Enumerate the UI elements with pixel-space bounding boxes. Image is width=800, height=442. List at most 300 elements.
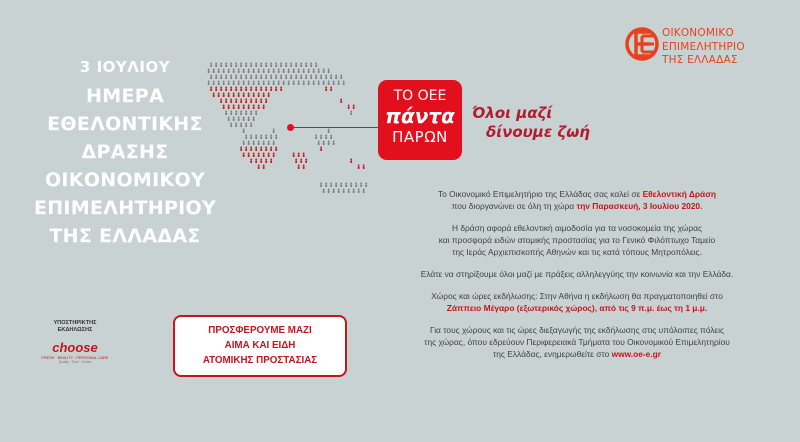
person-icon bbox=[210, 75, 212, 80]
slogan bbox=[472, 104, 590, 142]
person-icon bbox=[233, 81, 235, 86]
person-icon bbox=[268, 141, 270, 146]
person-icon bbox=[323, 81, 325, 86]
person-icon bbox=[270, 159, 272, 164]
person-icon bbox=[233, 93, 235, 98]
person-icon bbox=[220, 99, 222, 104]
person-icon bbox=[248, 141, 250, 146]
person-icon bbox=[270, 87, 272, 92]
person-icon bbox=[285, 63, 287, 68]
person-icon bbox=[340, 75, 342, 80]
person-icon bbox=[258, 69, 260, 74]
person-icon bbox=[255, 63, 257, 68]
person-icon bbox=[268, 93, 270, 98]
slogan-line: Όλοι μαζί bbox=[472, 104, 553, 122]
person-icon bbox=[235, 111, 237, 116]
website-link[interactable]: www.oe-e.gr bbox=[611, 349, 662, 359]
person-icon bbox=[260, 75, 262, 80]
person-icon bbox=[230, 87, 232, 92]
person-icon bbox=[220, 75, 222, 80]
person-icon bbox=[233, 117, 235, 122]
text: Η δράση αφορά εθελοντική αιμοδοσία για τα νοσοκομεία της χώρας bbox=[452, 223, 702, 233]
person-icon bbox=[253, 105, 255, 110]
person-icon bbox=[340, 99, 342, 104]
person-icon bbox=[278, 69, 280, 74]
person-icon bbox=[280, 87, 282, 92]
person-icon bbox=[243, 81, 245, 86]
person-icon bbox=[303, 81, 305, 86]
person-icon bbox=[253, 141, 255, 146]
person-icon bbox=[225, 75, 227, 80]
person-icon bbox=[240, 111, 242, 116]
person-icon bbox=[250, 63, 252, 68]
person-icon bbox=[228, 117, 230, 122]
person-icon bbox=[225, 87, 227, 92]
person-icon bbox=[308, 69, 310, 74]
event-title bbox=[20, 58, 230, 250]
person-icon bbox=[250, 147, 252, 152]
offer-box bbox=[173, 315, 347, 377]
person-icon bbox=[228, 93, 230, 98]
logo-line: ΕΠΙΜΕΛΗΤΗΡΙΟ bbox=[662, 40, 745, 53]
person-icon bbox=[365, 183, 367, 188]
person-icon bbox=[228, 69, 230, 74]
person-icon bbox=[265, 87, 267, 92]
person-icon bbox=[210, 87, 212, 92]
person-icon bbox=[320, 75, 322, 80]
person-icon bbox=[343, 189, 345, 194]
person-icon bbox=[263, 69, 265, 74]
text: Ελάτε να στηρίξουμε όλοι μαζί με πράξεις αλληλεγγύης την κοινωνία και την Ελλάδα. bbox=[420, 269, 734, 279]
person-icon bbox=[325, 87, 327, 92]
text: Το Οικονομικό Επιμελητήριο της Ελλάδας σας καλεί σε bbox=[437, 189, 643, 199]
person-icon bbox=[223, 69, 225, 74]
person-icon bbox=[338, 189, 340, 194]
person-icon bbox=[360, 183, 362, 188]
person-icon bbox=[218, 93, 220, 98]
person-icon bbox=[245, 99, 247, 104]
person-icon bbox=[235, 87, 237, 92]
person-icon bbox=[325, 135, 327, 140]
person-icon bbox=[305, 159, 307, 164]
person-icon bbox=[355, 183, 357, 188]
person-icon bbox=[250, 99, 252, 104]
paragraph bbox=[362, 268, 792, 280]
title-line: ΤΗΣ ΕΛΛΑΔΑΣ bbox=[49, 225, 201, 247]
person-icon bbox=[235, 99, 237, 104]
person-icon bbox=[303, 69, 305, 74]
person-icon bbox=[238, 93, 240, 98]
person-icon bbox=[230, 111, 232, 116]
person-icon bbox=[210, 63, 212, 68]
offer-line: ΑΙΜΑ ΚΑΙ ΕΙΔΗ bbox=[224, 340, 296, 351]
person-icon bbox=[333, 81, 335, 86]
person-icon bbox=[315, 75, 317, 80]
sponsor-tagline: Quality · Trust · Choice bbox=[58, 360, 92, 364]
person-icon bbox=[245, 123, 247, 128]
person-icon bbox=[285, 75, 287, 80]
oee-logo-text bbox=[662, 27, 745, 68]
title-line: ΕΘΕΛΟΝΤΙΚΗΣ bbox=[47, 113, 203, 135]
text: Για τους χώρους και τις ώρες διεξαγωγής της εκδήλωσης στις υπόλοιπες πόλεις bbox=[429, 325, 725, 335]
person-icon bbox=[338, 81, 340, 86]
person-icon bbox=[248, 153, 250, 158]
title-line: ΔΡΑΣΗΣ bbox=[81, 141, 169, 163]
person-icon bbox=[300, 159, 302, 164]
sponsor-label: ΕΚΔΗΛΩΣΗΣ bbox=[57, 327, 93, 333]
event-description bbox=[362, 188, 792, 370]
person-icon bbox=[215, 63, 217, 68]
person-icon bbox=[258, 81, 260, 86]
person-icon bbox=[263, 153, 265, 158]
person-icon bbox=[328, 141, 330, 146]
person-icon bbox=[358, 165, 360, 170]
person-icon bbox=[318, 141, 320, 146]
person-icon bbox=[348, 105, 350, 110]
person-icon bbox=[265, 99, 267, 104]
person-icon bbox=[268, 81, 270, 86]
person-icon bbox=[325, 75, 327, 80]
text: Χώρος και ώρες εκδήλωσης: Στην Αθήνα η εκδήλωση θα πραγματοποιηθεί στο bbox=[431, 291, 723, 301]
sponsor-block bbox=[40, 320, 110, 364]
person-icon bbox=[235, 63, 237, 68]
person-icon bbox=[295, 75, 297, 80]
person-icon bbox=[315, 63, 317, 68]
person-icon bbox=[323, 141, 325, 146]
person-icon bbox=[238, 117, 240, 122]
person-icon bbox=[313, 81, 315, 86]
person-icon bbox=[213, 93, 215, 98]
person-icon bbox=[255, 87, 257, 92]
person-icon bbox=[225, 111, 227, 116]
person-icon bbox=[238, 69, 240, 74]
sponsor-tagline: FRESH · BEAUTY · PERSONAL CARE bbox=[41, 356, 109, 360]
person-icon bbox=[330, 183, 332, 188]
person-icon bbox=[250, 111, 252, 116]
person-icon bbox=[330, 75, 332, 80]
person-icon bbox=[275, 87, 277, 92]
person-icon bbox=[270, 75, 272, 80]
person-icon bbox=[255, 75, 257, 80]
person-icon bbox=[278, 81, 280, 86]
greece-people-map-icon bbox=[200, 55, 375, 210]
person-icon bbox=[250, 87, 252, 92]
person-icon bbox=[223, 105, 225, 110]
person-icon bbox=[245, 135, 247, 140]
person-icon bbox=[230, 63, 232, 68]
badge-line: ΤΟ ΟΕΕ bbox=[393, 88, 447, 104]
person-icon bbox=[228, 105, 230, 110]
person-icon bbox=[213, 69, 215, 74]
person-icon bbox=[255, 99, 257, 104]
person-icon bbox=[363, 165, 365, 170]
sponsor-label: ΥΠΟΣΤΗΡΙΚΤΗΣ bbox=[53, 320, 97, 326]
person-icon bbox=[335, 75, 337, 80]
text: της Ελλάδας, ενημερωθείτε στο bbox=[492, 349, 612, 359]
highlight: Εθελοντική Δράση bbox=[642, 189, 717, 199]
person-icon bbox=[328, 129, 330, 134]
person-icon bbox=[350, 183, 352, 188]
person-icon bbox=[273, 81, 275, 86]
person-icon bbox=[253, 81, 255, 86]
person-icon bbox=[260, 135, 262, 140]
oee-always-present-badge bbox=[378, 80, 462, 160]
person-icon bbox=[243, 153, 245, 158]
person-icon bbox=[215, 87, 217, 92]
person-icon bbox=[330, 87, 332, 92]
person-icon bbox=[305, 63, 307, 68]
person-icon bbox=[220, 87, 222, 92]
person-icon bbox=[293, 81, 295, 86]
person-icon bbox=[235, 123, 237, 128]
person-icon bbox=[345, 183, 347, 188]
person-icon bbox=[350, 159, 352, 164]
person-icon bbox=[215, 75, 217, 80]
person-icon bbox=[233, 69, 235, 74]
paragraph bbox=[362, 222, 792, 258]
text: και προσφορά ειδών ατομικής προστασίας για το Γενικό Φιλόπτωχο Ταμείο bbox=[438, 235, 716, 245]
person-icon bbox=[318, 81, 320, 86]
person-icon bbox=[283, 81, 285, 86]
person-icon bbox=[270, 147, 272, 152]
person-icon bbox=[318, 69, 320, 74]
person-icon bbox=[260, 63, 262, 68]
person-icon bbox=[305, 75, 307, 80]
person-icon bbox=[230, 123, 232, 128]
person-icon bbox=[263, 81, 265, 86]
person-icon bbox=[303, 153, 305, 158]
person-icon bbox=[238, 105, 240, 110]
person-icon bbox=[320, 147, 322, 152]
person-icon bbox=[298, 81, 300, 86]
person-icon bbox=[273, 129, 275, 134]
person-icon bbox=[260, 87, 262, 92]
person-icon bbox=[250, 159, 252, 164]
text: της χώρας, όπου εδρεύουν Περιφερειακά Τμήματα του Οικονομικού Επιμελητηρίου bbox=[424, 337, 730, 347]
person-icon bbox=[208, 69, 210, 74]
person-icon bbox=[288, 81, 290, 86]
paragraph bbox=[362, 290, 792, 314]
person-icon bbox=[225, 63, 227, 68]
person-icon bbox=[253, 69, 255, 74]
person-icon bbox=[258, 141, 260, 146]
person-icon bbox=[320, 183, 322, 188]
title-line: ΕΠΙΜΕΛΗΤΗΡΙΟΥ bbox=[33, 197, 217, 219]
event-date: 3 ΙΟΥΛΙΟΥ bbox=[79, 58, 171, 76]
person-icon bbox=[298, 153, 300, 158]
pointer-dot bbox=[287, 124, 294, 131]
person-icon bbox=[283, 69, 285, 74]
person-icon bbox=[240, 75, 242, 80]
person-icon bbox=[288, 69, 290, 74]
person-icon bbox=[328, 69, 330, 74]
person-icon bbox=[353, 105, 355, 110]
person-icon bbox=[255, 111, 257, 116]
person-icon bbox=[248, 105, 250, 110]
title-line: ΟΙΚΟΝΟΜΙΚΟΥ bbox=[44, 169, 206, 191]
person-icon bbox=[275, 75, 277, 80]
highlight: την Παρασκευή, 3 Ιουλίου 2020. bbox=[576, 201, 703, 211]
person-icon bbox=[275, 63, 277, 68]
person-icon bbox=[295, 159, 297, 164]
person-icon bbox=[255, 159, 257, 164]
person-icon bbox=[258, 93, 260, 98]
person-icon bbox=[258, 105, 260, 110]
person-icon bbox=[260, 99, 262, 104]
person-icon bbox=[330, 135, 332, 140]
person-icon bbox=[270, 63, 272, 68]
person-icon bbox=[273, 153, 275, 158]
person-icon bbox=[225, 99, 227, 104]
person-icon bbox=[290, 63, 292, 68]
person-icon bbox=[265, 147, 267, 152]
person-icon bbox=[265, 159, 267, 164]
person-icon bbox=[238, 81, 240, 86]
person-icon bbox=[280, 63, 282, 68]
slogan-line: δίνουμε ζωή bbox=[486, 123, 590, 141]
person-icon bbox=[248, 93, 250, 98]
person-icon bbox=[350, 111, 352, 116]
person-icon bbox=[218, 81, 220, 86]
person-icon bbox=[218, 69, 220, 74]
person-icon bbox=[275, 147, 277, 152]
person-icon bbox=[243, 105, 245, 110]
person-icon bbox=[293, 153, 295, 158]
person-icon bbox=[220, 63, 222, 68]
person-icon bbox=[243, 141, 245, 146]
badge-line: πάντα bbox=[385, 104, 455, 128]
person-icon bbox=[280, 75, 282, 80]
highlight: Ζάππειο Μέγαρο (εξωτερικός χώρος), από τις 9 π.μ. έως τη 1 μ.μ. bbox=[446, 303, 708, 313]
person-icon bbox=[258, 165, 260, 170]
oee-logo-icon bbox=[622, 22, 662, 66]
person-icon bbox=[260, 159, 262, 164]
badge-line: ΠΑΡΩΝ bbox=[392, 128, 448, 146]
person-icon bbox=[253, 117, 255, 122]
person-icon bbox=[255, 147, 257, 152]
text: της Ιεράς Αρχιεπισκοπής Αθηνών και τις κατά τόπους Μητροπόλεις. bbox=[452, 247, 702, 257]
person-icon bbox=[328, 189, 330, 194]
person-icon bbox=[248, 69, 250, 74]
person-icon bbox=[315, 135, 317, 140]
person-icon bbox=[340, 183, 342, 188]
text: που διοργανώνει σε όλη τη χώρα bbox=[451, 201, 577, 211]
person-icon bbox=[335, 183, 337, 188]
person-icon bbox=[213, 81, 215, 86]
pointer-line bbox=[290, 127, 380, 128]
person-icon bbox=[243, 129, 245, 134]
person-icon bbox=[245, 147, 247, 152]
person-icon bbox=[265, 63, 267, 68]
person-icon bbox=[245, 87, 247, 92]
person-icon bbox=[263, 105, 265, 110]
person-icon bbox=[323, 189, 325, 194]
offer-line: ΑΤΟΜΙΚΗΣ ΠΡΟΣΤΑΣΙΑΣ bbox=[202, 355, 318, 366]
person-icon bbox=[320, 135, 322, 140]
person-icon bbox=[240, 63, 242, 68]
person-icon bbox=[235, 75, 237, 80]
person-icon bbox=[303, 165, 305, 170]
sponsor-logo: choose bbox=[52, 340, 98, 355]
person-icon bbox=[263, 93, 265, 98]
person-icon bbox=[328, 81, 330, 86]
person-icon bbox=[243, 117, 245, 122]
person-icon bbox=[343, 81, 345, 86]
person-icon bbox=[300, 75, 302, 80]
logo-line: ΤΗΣ ΕΛΛΑΔΑΣ bbox=[662, 54, 738, 66]
person-icon bbox=[295, 63, 297, 68]
person-icon bbox=[230, 99, 232, 104]
person-icon bbox=[223, 81, 225, 86]
title-line: ΗΜΕΡΑ bbox=[86, 85, 164, 107]
person-icon bbox=[240, 147, 242, 152]
person-icon bbox=[268, 153, 270, 158]
person-icon bbox=[255, 135, 257, 140]
person-icon bbox=[275, 135, 277, 140]
person-icon bbox=[273, 69, 275, 74]
person-icon bbox=[245, 63, 247, 68]
person-icon bbox=[240, 123, 242, 128]
person-icon bbox=[258, 153, 260, 158]
person-icon bbox=[245, 111, 247, 116]
person-icon bbox=[263, 141, 265, 146]
person-icon bbox=[250, 75, 252, 80]
person-icon bbox=[270, 135, 272, 140]
person-icon bbox=[265, 135, 267, 140]
person-icon bbox=[248, 81, 250, 86]
person-icon bbox=[263, 165, 265, 170]
logo-line: ΟΙΚΟΝΟΜΙΚΟ bbox=[662, 27, 734, 39]
person-icon bbox=[265, 75, 267, 80]
person-icon bbox=[290, 75, 292, 80]
person-icon bbox=[298, 165, 300, 170]
person-icon bbox=[240, 87, 242, 92]
person-icon bbox=[333, 141, 335, 146]
person-icon bbox=[268, 69, 270, 74]
person-icon bbox=[333, 189, 335, 194]
person-icon bbox=[250, 123, 252, 128]
person-icon bbox=[353, 189, 355, 194]
person-icon bbox=[253, 93, 255, 98]
person-icon bbox=[240, 99, 242, 104]
person-icon bbox=[310, 63, 312, 68]
person-icon bbox=[245, 75, 247, 80]
person-icon bbox=[228, 81, 230, 86]
person-icon bbox=[313, 69, 315, 74]
person-icon bbox=[298, 69, 300, 74]
person-icon bbox=[230, 75, 232, 80]
person-icon bbox=[243, 93, 245, 98]
paragraph bbox=[362, 324, 792, 360]
person-icon bbox=[310, 75, 312, 80]
person-icon bbox=[253, 153, 255, 158]
paragraph bbox=[362, 188, 792, 212]
person-icon bbox=[300, 63, 302, 68]
person-icon bbox=[208, 81, 210, 86]
person-icon bbox=[233, 105, 235, 110]
person-icon bbox=[250, 135, 252, 140]
person-icon bbox=[243, 69, 245, 74]
person-icon bbox=[348, 189, 350, 194]
person-icon bbox=[358, 189, 360, 194]
person-icon bbox=[223, 93, 225, 98]
offer-line: ΠΡΟΣΦΕΡΟΥΜΕ ΜΑΖΙ bbox=[208, 325, 312, 336]
person-icon bbox=[260, 147, 262, 152]
person-icon bbox=[293, 69, 295, 74]
person-icon bbox=[325, 183, 327, 188]
person-icon bbox=[248, 117, 250, 122]
person-icon bbox=[273, 141, 275, 146]
